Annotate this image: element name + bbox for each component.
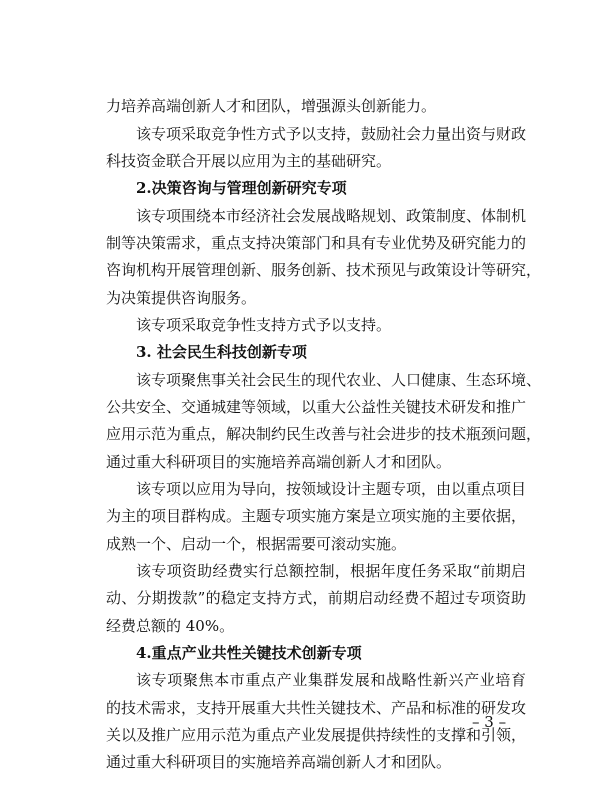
- body-text-line: 该专项以应用为导向，按领域设计主题专项，由以重点项目: [136, 480, 527, 498]
- section-heading: 2.决策咨询与管理创新研究专项: [136, 179, 347, 197]
- body-text-line: 关以及推广应用示范为重点产业发展提供持续性的支撑和引领，: [106, 726, 527, 744]
- body-text-line: 科技资金联合开展以应用为主的基础研究。: [106, 152, 392, 170]
- body-text-line: 制等决策需求，重点支持决策部门和具有专业优势及研究能力的: [106, 234, 527, 252]
- body-text-line: 公共安全、交通城建等领域，以重大公益性关键技术研发和推广: [106, 398, 527, 416]
- body-text-line: 成熟一个、启动一个，根据需要可滚动实施。: [106, 535, 407, 553]
- body-text-line: 该专项围绕本市经济社会发展战略规划、政策制度、体制机: [136, 207, 527, 225]
- body-text-line: 为主的项目群构成。主题专项实施方案是立项实施的主要依据，: [106, 507, 527, 525]
- body-text-line: 该专项资助经费实行总额控制，根据年度任务采取“前期启: [136, 562, 526, 580]
- body-text-line: 咨询机构开展管理创新、服务创新、技术预见与政策设计等研究，: [106, 261, 542, 279]
- body-text-line: 该专项采取竞争性方式予以支持，鼓励社会力量出资与财政: [136, 125, 527, 143]
- body-text-line: 通过重大科研项目的实施培养高端创新人才和团队。: [106, 753, 452, 771]
- section-heading: 3. 社会民生科技创新专项: [136, 343, 307, 361]
- body-text-line: 动、分期拨款”的稳定支持方式，前期启动经费不超过专项资助: [106, 589, 526, 607]
- body-text-line: 力培养高端创新人才和团队，增强源头创新能力。: [106, 97, 437, 115]
- body-text-line: 应用示范为重点，解决制约民生改善与社会进步的技术瓶颈问题，: [106, 425, 542, 443]
- body-text-line: 的技术需求，支持开展重大共性关键技术、产品和标准的研发攻: [106, 699, 527, 717]
- body-text-line: 该专项采取竞争性支持方式予以支持。: [136, 316, 392, 334]
- body-text-line: 经费总额的 40%。: [106, 617, 235, 635]
- body-text-line: 该专项聚焦事关社会民生的现代农业、人口健康、生态环境、: [136, 371, 542, 389]
- body-text-line: 该专项聚焦本市重点产业集群发展和战略性新兴产业培育: [136, 671, 526, 689]
- page-number: – 3 –: [472, 713, 507, 731]
- body-text-line: 通过重大科研项目的实施培养高端创新人才和团队。: [106, 453, 452, 471]
- section-heading: 4.重点产业共性关键技术创新专项: [136, 644, 362, 662]
- body-text-line: 为决策提供咨询服务。: [106, 289, 257, 307]
